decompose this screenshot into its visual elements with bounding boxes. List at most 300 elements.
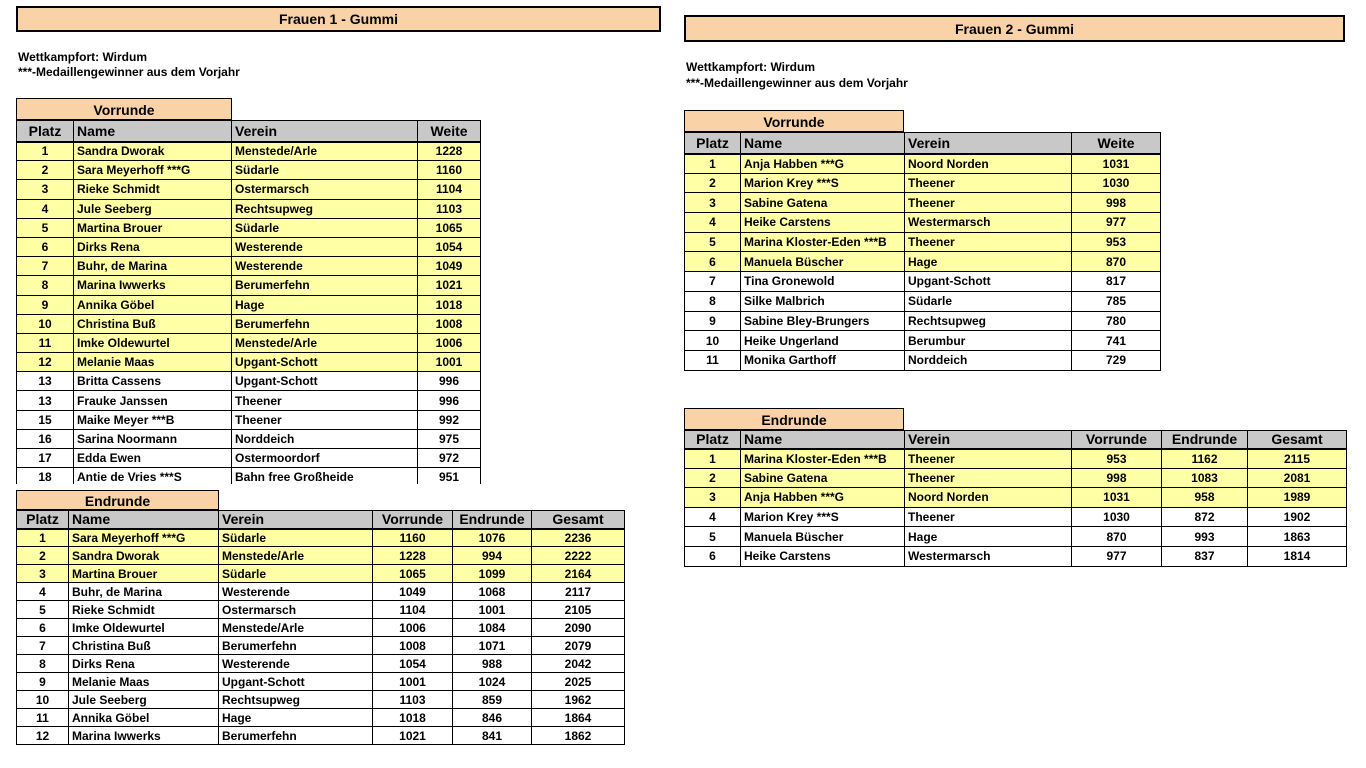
name-cell: Melanie Maas	[74, 353, 232, 372]
gesamt-cell: 2090	[532, 619, 625, 637]
gesamt-cell: 2164	[532, 565, 625, 583]
verein-cell: Westerende	[219, 655, 373, 673]
table-row	[17, 180, 481, 199]
verein-cell: Westerende	[232, 257, 418, 276]
endrunde-cell: 1071	[453, 637, 532, 655]
endrunde-cell: 859	[453, 691, 532, 709]
verein-cell: Berumerfehn	[219, 637, 373, 655]
name-cell: Imke Oldewurtel	[69, 619, 219, 637]
header-name: Name	[741, 431, 905, 449]
platz-cell: 7	[17, 637, 69, 655]
right-title: Frauen 2 - Gummi	[684, 15, 1345, 42]
name-cell: Silke Malbrich	[741, 291, 905, 311]
weite-cell: 1104	[418, 180, 481, 199]
verein-cell: Berumerfehn	[232, 276, 418, 295]
verein-cell: Berumbur	[905, 331, 1072, 351]
verein-cell: Theener	[905, 449, 1072, 469]
vorrunde-cell: 1001	[373, 673, 453, 691]
vorrunde-cell: 1104	[373, 601, 453, 619]
vorrunde-cell: 1228	[373, 547, 453, 565]
gesamt-cell: 2081	[1248, 468, 1347, 488]
header-platz: Platz	[685, 431, 741, 449]
vorrunde-cell: 1031	[1072, 488, 1162, 508]
platz-cell: 10	[685, 331, 741, 351]
left-vorrunde-table	[16, 120, 481, 484]
verein-cell: Ostermarsch	[219, 601, 373, 619]
header-name: Name	[74, 121, 232, 142]
verein-cell: Westermarsch	[905, 546, 1072, 566]
table-row	[17, 619, 625, 637]
platz-cell: 5	[17, 218, 74, 237]
verein-cell: Theener	[905, 507, 1072, 527]
name-cell: Marion Krey ***S	[741, 173, 905, 193]
verein-cell: Südarle	[905, 291, 1072, 311]
table-row	[685, 311, 1161, 331]
weite-cell: 951	[418, 468, 481, 484]
name-cell: Rieke Schmidt	[74, 180, 232, 199]
gesamt-cell: 2042	[532, 655, 625, 673]
table-row	[685, 154, 1161, 174]
vorrunde-cell: 1065	[373, 565, 453, 583]
table-row	[17, 333, 481, 352]
gesamt-cell: 1864	[532, 709, 625, 727]
table-row	[17, 529, 625, 547]
platz-cell: 18	[17, 468, 74, 484]
verein-cell: Noord Norden	[905, 154, 1072, 174]
verein-cell: Noord Norden	[905, 488, 1072, 508]
gesamt-cell: 2115	[1248, 449, 1347, 469]
left-location: Wettkampfort: Wirdum	[18, 50, 147, 64]
platz-cell: 4	[17, 583, 69, 601]
gesamt-cell: 2105	[532, 601, 625, 619]
name-cell: Antie de Vries ***S	[74, 468, 232, 484]
name-cell: Heike Carstens	[741, 546, 905, 566]
name-cell: Britta Cassens	[74, 372, 232, 391]
weite-cell: 780	[1072, 311, 1161, 331]
table-row	[17, 372, 481, 391]
header-weite: Weite	[418, 121, 481, 142]
header-vorrunde: Vorrunde	[373, 511, 453, 529]
verein-cell: Südarle	[219, 529, 373, 547]
vorrunde-cell: 977	[1072, 546, 1162, 566]
verein-cell: Ostermoordorf	[232, 449, 418, 468]
name-cell: Jule Seeberg	[69, 691, 219, 709]
left-note: ***-Medaillengewinner aus dem Vorjahr	[18, 65, 240, 79]
weite-cell: 1006	[418, 333, 481, 352]
table-row	[17, 276, 481, 295]
table-row	[685, 232, 1161, 252]
endrunde-cell: 1076	[453, 529, 532, 547]
table-row	[17, 655, 625, 673]
weite-cell: 998	[1072, 193, 1161, 213]
left-endrunde-table	[16, 510, 625, 745]
platz-cell: 10	[17, 314, 74, 333]
verein-cell: Berumerfehn	[232, 314, 418, 333]
vorrunde-cell: 1008	[373, 637, 453, 655]
name-cell: Edda Ewen	[74, 449, 232, 468]
table-row	[17, 429, 481, 448]
table-row	[685, 213, 1161, 233]
header-verein: Verein	[905, 431, 1072, 449]
name-cell: Annika Göbel	[74, 295, 232, 314]
platz-cell: 8	[17, 655, 69, 673]
platz-cell: 9	[17, 673, 69, 691]
table-row	[17, 565, 625, 583]
platz-cell: 12	[17, 727, 69, 745]
table-row	[17, 468, 481, 484]
name-cell: Christina Buß	[74, 314, 232, 333]
platz-cell: 5	[17, 601, 69, 619]
name-cell: Sabine Bley-Brungers	[741, 311, 905, 331]
header-gesamt: Gesamt	[532, 511, 625, 529]
weite-cell: 1021	[418, 276, 481, 295]
platz-cell: 1	[685, 449, 741, 469]
weite-cell: 729	[1072, 350, 1161, 370]
gesamt-cell: 2236	[532, 529, 625, 547]
name-cell: Marina Kloster-Eden ***B	[741, 232, 905, 252]
endrunde-cell: 1162	[1162, 449, 1248, 469]
table-row	[685, 527, 1347, 547]
verein-cell: Südarle	[232, 218, 418, 237]
weite-cell: 975	[418, 429, 481, 448]
weite-cell: 1054	[418, 237, 481, 256]
table-row	[17, 547, 625, 565]
platz-cell: 11	[17, 709, 69, 727]
weite-cell: 1049	[418, 257, 481, 276]
vorrunde-cell: 1103	[373, 691, 453, 709]
platz-cell: 2	[17, 161, 74, 180]
verein-cell: Theener	[232, 391, 418, 410]
gesamt-cell: 1862	[532, 727, 625, 745]
table-row	[17, 237, 481, 256]
verein-cell: Norddeich	[905, 350, 1072, 370]
platz-cell: 6	[685, 252, 741, 272]
endrunde-cell: 872	[1162, 507, 1248, 527]
verein-cell: Westerende	[232, 237, 418, 256]
vorrunde-cell: 1006	[373, 619, 453, 637]
header-verein: Verein	[232, 121, 418, 142]
name-cell: Sabine Gatena	[741, 468, 905, 488]
platz-cell: 10	[17, 691, 69, 709]
vorrunde-cell: 1018	[373, 709, 453, 727]
verein-cell: Hage	[232, 295, 418, 314]
platz-cell: 4	[685, 213, 741, 233]
endrunde-cell: 993	[1162, 527, 1248, 547]
verein-cell: Westermarsch	[905, 213, 1072, 233]
weite-cell: 953	[1072, 232, 1161, 252]
verein-cell: Upgant-Schott	[219, 673, 373, 691]
platz-cell: 1	[17, 529, 69, 547]
verein-cell: Rechtsupweg	[232, 199, 418, 218]
name-cell: Imke Oldewurtel	[74, 333, 232, 352]
right-endrunde-table	[684, 430, 1347, 567]
platz-cell: 13	[17, 391, 74, 410]
platz-cell: 3	[17, 180, 74, 199]
table-row	[685, 449, 1347, 469]
name-cell: Melanie Maas	[69, 673, 219, 691]
gesamt-cell: 1989	[1248, 488, 1347, 508]
weite-cell: 1031	[1072, 154, 1161, 174]
header-weite: Weite	[1072, 133, 1161, 154]
name-cell: Sara Meyerhoff ***G	[69, 529, 219, 547]
table-row	[17, 353, 481, 372]
table-row	[17, 449, 481, 468]
verein-cell: Südarle	[232, 161, 418, 180]
platz-cell: 7	[685, 272, 741, 292]
table-row	[17, 391, 481, 410]
endrunde-cell: 958	[1162, 488, 1248, 508]
platz-cell: 4	[17, 199, 74, 218]
endrunde-cell: 837	[1162, 546, 1248, 566]
weite-cell: 1228	[418, 142, 481, 161]
gesamt-cell: 1863	[1248, 527, 1347, 547]
endrunde-cell: 1001	[453, 601, 532, 619]
table-row	[685, 252, 1161, 272]
table-row	[685, 507, 1347, 527]
table-row	[17, 637, 625, 655]
endrunde-cell: 1068	[453, 583, 532, 601]
weite-cell: 1008	[418, 314, 481, 333]
verein-cell: Westerende	[219, 583, 373, 601]
name-cell: Sandra Dworak	[74, 142, 232, 161]
left-vorrunde-clip	[16, 120, 482, 484]
verein-cell: Upgant-Schott	[905, 272, 1072, 292]
name-cell: Dirks Rena	[74, 237, 232, 256]
table-row	[17, 257, 481, 276]
verein-cell: Upgant-Schott	[232, 353, 418, 372]
name-cell: Sandra Dworak	[69, 547, 219, 565]
platz-cell: 12	[17, 353, 74, 372]
endrunde-cell: 1024	[453, 673, 532, 691]
name-cell: Marina Iwwerks	[74, 276, 232, 295]
platz-cell: 3	[17, 565, 69, 583]
verein-cell: Theener	[905, 173, 1072, 193]
left-endrunde-label: Endrunde	[16, 490, 219, 510]
weite-cell: 996	[418, 372, 481, 391]
endrunde-cell: 1099	[453, 565, 532, 583]
header-verein: Verein	[905, 133, 1072, 154]
platz-cell: 9	[685, 311, 741, 331]
name-cell: Buhr, de Marina	[69, 583, 219, 601]
platz-cell: 4	[685, 507, 741, 527]
table-row	[685, 488, 1347, 508]
verein-cell: Menstede/Arle	[219, 547, 373, 565]
vorrunde-cell: 1054	[373, 655, 453, 673]
platz-cell: 7	[17, 257, 74, 276]
name-cell: Manuela Büscher	[741, 252, 905, 272]
endrunde-cell: 1083	[1162, 468, 1248, 488]
table-row	[17, 691, 625, 709]
verein-cell: Südarle	[219, 565, 373, 583]
weite-cell: 992	[418, 410, 481, 429]
right-location: Wettkampfort: Wirdum	[686, 60, 815, 74]
table-row	[685, 272, 1161, 292]
name-cell: Anja Habben ***G	[741, 154, 905, 174]
table-row	[17, 199, 481, 218]
gesamt-cell: 2079	[532, 637, 625, 655]
table-row	[17, 727, 625, 745]
name-cell: Sarina Noormann	[74, 429, 232, 448]
endrunde-cell: 1084	[453, 619, 532, 637]
name-cell: Maike Meyer ***B	[74, 410, 232, 429]
name-cell: Sabine Gatena	[741, 193, 905, 213]
weite-cell: 741	[1072, 331, 1161, 351]
header-verein: Verein	[219, 511, 373, 529]
table-row	[685, 173, 1161, 193]
vorrunde-cell: 1021	[373, 727, 453, 745]
name-cell: Martina Brouer	[74, 218, 232, 237]
table-row	[17, 709, 625, 727]
platz-cell: 2	[685, 468, 741, 488]
verein-cell: Rechtsupweg	[905, 311, 1072, 331]
vorrunde-cell: 953	[1072, 449, 1162, 469]
table-row	[685, 350, 1161, 370]
name-cell: Frauke Janssen	[74, 391, 232, 410]
platz-cell: 9	[17, 295, 74, 314]
table-row	[17, 295, 481, 314]
platz-cell: 8	[685, 291, 741, 311]
name-cell: Martina Brouer	[69, 565, 219, 583]
name-cell: Anja Habben ***G	[741, 488, 905, 508]
verein-cell: Ostermarsch	[232, 180, 418, 199]
platz-cell: 11	[17, 333, 74, 352]
weite-cell: 996	[418, 391, 481, 410]
header-endrunde: Endrunde	[453, 511, 532, 529]
table-row	[685, 546, 1347, 566]
platz-cell: 16	[17, 429, 74, 448]
platz-cell: 5	[685, 232, 741, 252]
weite-cell: 817	[1072, 272, 1161, 292]
table-row	[685, 331, 1161, 351]
name-cell: Heike Ungerland	[741, 331, 905, 351]
table-row	[17, 161, 481, 180]
name-cell: Monika Garthoff	[741, 350, 905, 370]
header-platz: Platz	[17, 511, 69, 529]
table-row	[17, 142, 481, 161]
table-row	[17, 314, 481, 333]
name-cell: Dirks Rena	[69, 655, 219, 673]
vorrunde-cell: 1160	[373, 529, 453, 547]
platz-cell: 15	[17, 410, 74, 429]
endrunde-cell: 988	[453, 655, 532, 673]
name-cell: Annika Göbel	[69, 709, 219, 727]
right-vorrunde-table	[684, 132, 1161, 371]
name-cell: Heike Carstens	[741, 213, 905, 233]
verein-cell: Theener	[905, 468, 1072, 488]
vorrunde-cell: 1049	[373, 583, 453, 601]
name-cell: Marion Krey ***S	[741, 507, 905, 527]
vorrunde-cell: 1030	[1072, 507, 1162, 527]
name-cell: Marina Iwwerks	[69, 727, 219, 745]
table-row	[17, 583, 625, 601]
verein-cell: Menstede/Arle	[232, 333, 418, 352]
platz-cell: 1	[17, 142, 74, 161]
name-cell: Tina Gronewold	[741, 272, 905, 292]
platz-cell: 5	[685, 527, 741, 547]
platz-cell: 6	[17, 619, 69, 637]
weite-cell: 972	[418, 449, 481, 468]
platz-cell: 17	[17, 449, 74, 468]
verein-cell: Menstede/Arle	[219, 619, 373, 637]
verein-cell: Hage	[219, 709, 373, 727]
name-cell: Buhr, de Marina	[74, 257, 232, 276]
platz-cell: 3	[685, 488, 741, 508]
verein-cell: Bahn free Großheide	[232, 468, 418, 484]
weite-cell: 1160	[418, 161, 481, 180]
header-name: Name	[69, 511, 219, 529]
left-vorrunde-label: Vorrunde	[16, 98, 232, 120]
platz-cell: 2	[685, 173, 741, 193]
verein-cell: Norddeich	[232, 429, 418, 448]
platz-cell: 3	[685, 193, 741, 213]
left-title: Frauen 1 - Gummi	[16, 6, 661, 32]
gesamt-cell: 2117	[532, 583, 625, 601]
header-endrunde: Endrunde	[1162, 431, 1248, 449]
table-row	[17, 601, 625, 619]
table-row	[685, 468, 1347, 488]
endrunde-cell: 994	[453, 547, 532, 565]
right-note: ***-Medaillengewinner aus dem Vorjahr	[686, 76, 908, 90]
weite-cell: 1001	[418, 353, 481, 372]
right-endrunde-label: Endrunde	[684, 408, 904, 430]
name-cell: Manuela Büscher	[741, 527, 905, 547]
gesamt-cell: 1962	[532, 691, 625, 709]
verein-cell: Menstede/Arle	[232, 142, 418, 161]
verein-cell: Theener	[232, 410, 418, 429]
endrunde-cell: 846	[453, 709, 532, 727]
header-vorrunde: Vorrunde	[1072, 431, 1162, 449]
name-cell: Marina Kloster-Eden ***B	[741, 449, 905, 469]
header-platz: Platz	[17, 121, 74, 142]
name-cell: Jule Seeberg	[74, 199, 232, 218]
gesamt-cell: 2025	[532, 673, 625, 691]
weite-cell: 1103	[418, 199, 481, 218]
platz-cell: 6	[685, 546, 741, 566]
vorrunde-cell: 998	[1072, 468, 1162, 488]
vorrunde-cell: 870	[1072, 527, 1162, 547]
header-gesamt: Gesamt	[1248, 431, 1347, 449]
table-row	[685, 193, 1161, 213]
platz-cell: 11	[685, 350, 741, 370]
platz-cell: 2	[17, 547, 69, 565]
platz-cell: 6	[17, 237, 74, 256]
verein-cell: Berumerfehn	[219, 727, 373, 745]
verein-cell: Hage	[905, 527, 1072, 547]
weite-cell: 1018	[418, 295, 481, 314]
endrunde-cell: 841	[453, 727, 532, 745]
platz-cell: 8	[17, 276, 74, 295]
gesamt-cell: 1902	[1248, 507, 1347, 527]
name-cell: Rieke Schmidt	[69, 601, 219, 619]
table-row	[17, 218, 481, 237]
header-name: Name	[741, 133, 905, 154]
gesamt-cell: 2222	[532, 547, 625, 565]
weite-cell: 1030	[1072, 173, 1161, 193]
weite-cell: 785	[1072, 291, 1161, 311]
platz-cell: 13	[17, 372, 74, 391]
verein-cell: Theener	[905, 193, 1072, 213]
verein-cell: Upgant-Schott	[232, 372, 418, 391]
table-row	[17, 410, 481, 429]
table-row	[685, 291, 1161, 311]
verein-cell: Theener	[905, 232, 1072, 252]
weite-cell: 1065	[418, 218, 481, 237]
name-cell: Christina Buß	[69, 637, 219, 655]
header-platz: Platz	[685, 133, 741, 154]
weite-cell: 977	[1072, 213, 1161, 233]
platz-cell: 1	[685, 154, 741, 174]
weite-cell: 870	[1072, 252, 1161, 272]
